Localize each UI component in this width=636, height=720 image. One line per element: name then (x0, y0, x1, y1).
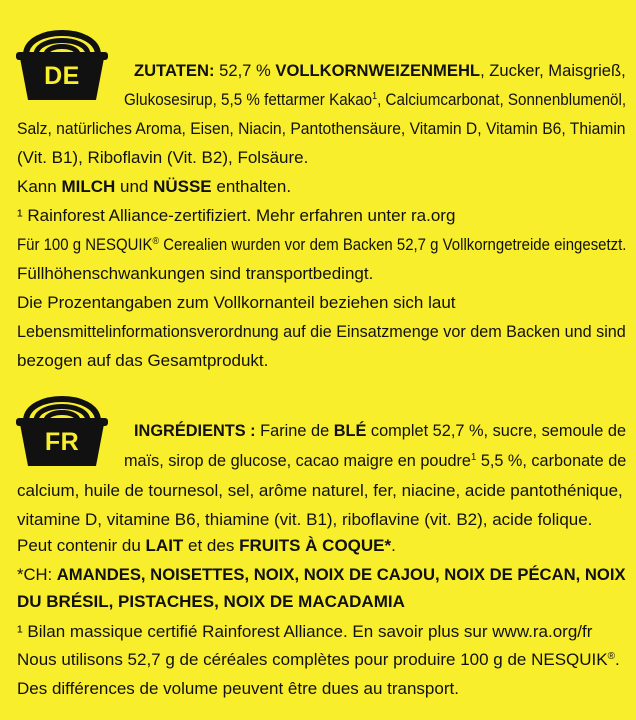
registered-mark: ® (607, 651, 615, 662)
text-span: , Zucker, Maisgrieß, (480, 61, 626, 80)
info-line: bezogen auf das Gesamtprodukt. (17, 351, 269, 370)
text-span: et des (183, 536, 240, 555)
allergen-line (17, 564, 626, 586)
registered-mark: ® (152, 236, 160, 247)
text-span: . (614, 650, 620, 669)
ingredients-line (124, 89, 626, 111)
text-span: Farine de (255, 421, 334, 440)
footnote-line: ¹ Bilan massique certifié Rainforest Alliance. En savoir plus sur www.ra.org/fr (17, 622, 593, 641)
text-span: Peut contenir du (17, 536, 146, 555)
ingredients-line: (Vit. B1), Riboflavin (Vit. B2), Folsäure. (17, 148, 309, 167)
info-line: Lebensmittelinformationsverordnung auf die Einsatzmenge vor dem Backen und sind (17, 322, 626, 341)
allergen-line (17, 176, 291, 198)
language-code-fr: FR (44, 428, 80, 456)
text-span: Nous utilisons 52,7 g de céréales complètes pour produire 100 g de NESQUIK (17, 650, 608, 669)
text-span: complet 52,7 %, sucre, semoule de (366, 421, 627, 440)
text-span: enthalten. (211, 177, 292, 196)
allergen-bold: BLÉ (333, 421, 367, 440)
ingredients-line: vitamine D, vitamine B6, thiamine (vit. B1), riboflavine (vit. B2), acide folique. (17, 510, 593, 529)
allergen-bold: DU BRÉSIL, PISTACHES, NOIX DE MACADAMIA (17, 592, 405, 611)
text-span: 5,5 %, carbonate de (476, 451, 627, 470)
text-span: Kann (17, 177, 62, 196)
text-span: Cerealien wurden vor dem Backen 52,7 g Vollkorngetreide eingesetzt. (159, 235, 627, 254)
text-span: Glukosesirup, 5,5 % fettarmer Kakao (124, 90, 373, 109)
language-code-de: DE (44, 62, 80, 90)
allergen-bold: VOLLKORNWEIZENMEHL (275, 61, 481, 80)
info-line: Füllhöhenschwankungen sind transportbedingt. (17, 264, 374, 283)
text-span: und (115, 177, 154, 196)
allergen-line (17, 591, 405, 613)
ingredients-line (124, 450, 626, 472)
allergen-line (17, 535, 396, 557)
ingredients-line (134, 420, 626, 442)
footnote-marker: 1 (372, 91, 378, 102)
allergen-bold: MILCH (61, 177, 116, 196)
ingredients-title: ZUTATEN: (134, 61, 215, 80)
allergen-bold: LAIT (145, 536, 184, 555)
allergen-bold: NÜSSE (153, 177, 212, 196)
ingredients-line (134, 60, 626, 82)
text-span: Für 100 g NESQUIK (17, 235, 153, 254)
footnote-marker: 1 (470, 452, 477, 463)
allergen-bold: AMANDES, NOISETTES, NOIX, NOIX DE CAJOU, NOIX DE PÉCAN, NOIX (56, 565, 626, 584)
text-span: 52,7 % (214, 61, 276, 80)
text-span: *CH: (17, 565, 57, 584)
ingredients-line: calcium, huile de tournesol, sel, arôme naturel, fer, niacine, acide pantothénique, (17, 481, 623, 500)
info-line: Die Prozentangaben zum Vollkornanteil beziehen sich laut (17, 293, 456, 312)
footnote-line: ¹ Rainforest Alliance-zertifiziert. Mehr erfahren unter ra.org (17, 206, 456, 225)
info-line: Des différences de volume peuvent être dues au transport. (17, 679, 459, 698)
ingredients-line: Salz, natürliches Aroma, Eisen, Niacin, Pantothensäure, Vitamin D, Vitamin B6, Thiamin (17, 119, 626, 138)
text-span: . (391, 536, 396, 555)
ingredients-title: INGRÉDIENTS : (134, 421, 256, 440)
info-line (17, 649, 620, 671)
text-span: , Calciumcarbonat, Sonnenblumenöl, (377, 90, 627, 109)
allergen-bold: FRUITS À COQUE* (239, 536, 392, 555)
info-line (17, 234, 626, 256)
text-span: maïs, sirop de glucose, cacao maigre en poudre (124, 451, 471, 470)
